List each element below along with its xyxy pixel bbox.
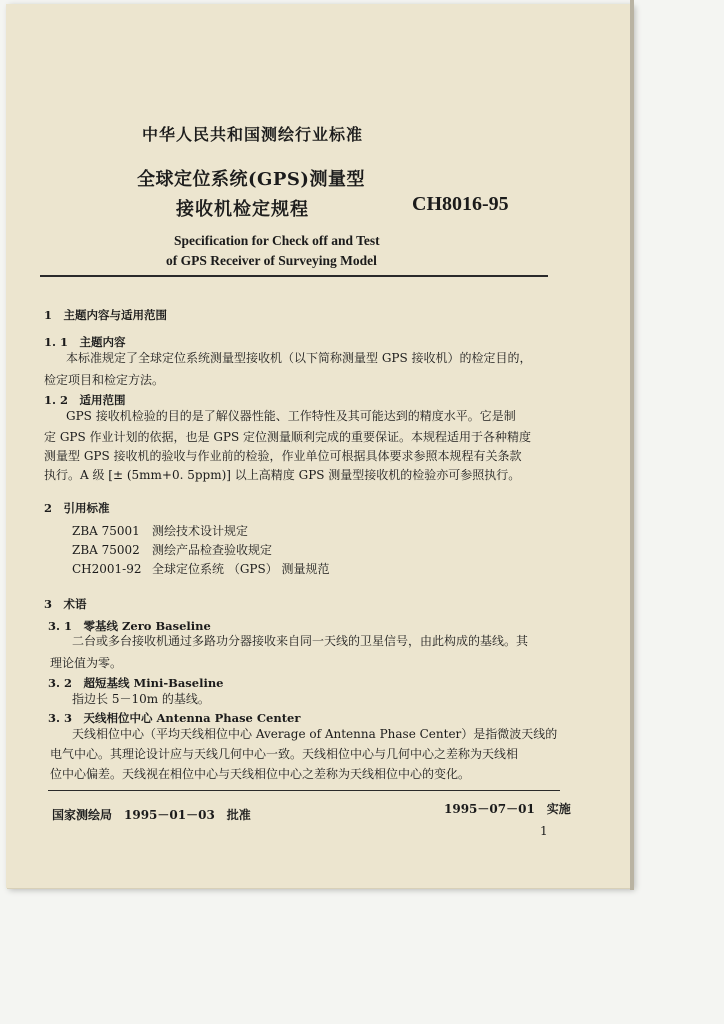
section-1-2-line-3: 测量型 GPS 接收机的验收与作业前的检验，作业单位可根据具体要求参照本规程有关条款: [44, 449, 522, 463]
section-3-1-heading: 3. 1 零基线 Zero Baseline: [48, 619, 211, 633]
footer-divider: [48, 790, 560, 791]
industry-standard-heading: 中华人民共和国测绘行业标准: [142, 125, 364, 144]
section-3-3-line-2: 电气中心。其理论设计应与天线几何中心一致。天线相位中心与几何中心之差称为天线相: [50, 747, 519, 761]
section-1-2-line-2: 定 GPS 作业计划的依据，也是 GPS 定位测量顺利完成的重要保证。本规程适用于各种精度: [44, 430, 532, 444]
approval-line: 国家测绘局 1995－01－03 批准: [52, 808, 251, 822]
title-line-1: 全球定位系统(GPS)测量型: [137, 169, 365, 190]
section-3-3-line-3: 位中心偏差。天线视在相位中心与天线相位中心之差称为天线相位中心的变化。: [50, 767, 471, 781]
page-edge: [630, 0, 634, 890]
section-3-1-line-2: 理论值为零。: [50, 656, 123, 670]
section-1-2-line-1: GPS 接收机检验的目的是了解仪器性能、工作特性及其可能达到的精度水平。它是制: [66, 409, 516, 423]
reference-name: 测绘技术设计规定: [152, 524, 249, 538]
section-2-heading: 2 引用标准: [44, 501, 110, 515]
section-1-1-line-1: 本标准规定了全球定位系统测量型接收机（以下简称测量型 GPS 接收机）的检定目的，: [66, 351, 532, 365]
page-number: 1: [540, 824, 548, 838]
reference-code: ZBA 75001: [72, 524, 140, 538]
section-1-2-heading: 1. 2 适用范围: [44, 393, 126, 407]
section-1-heading: 1 主题内容与适用范围: [44, 308, 168, 322]
english-title-line-2: of GPS Receiver of Surveying Model: [166, 253, 377, 268]
english-title-line-1: Specification for Check off and Test: [174, 233, 380, 248]
reference-name: 全球定位系统 （GPS） 测量规范: [152, 562, 330, 576]
standard-code: CH8016-95: [412, 193, 509, 215]
reference-name: 测绘产品检查验收规定: [152, 543, 273, 557]
section-3-1-line-1: 二台或多台接收机通过多路功分器接收来自同一天线的卫星信号，由此构成的基线。其: [72, 634, 529, 648]
reference-code: CH2001-92: [72, 562, 142, 576]
section-1-1-line-2: 检定项目和检定方法。: [44, 373, 165, 387]
section-3-3-heading: 3. 3 天线相位中心 Antenna Phase Center: [48, 711, 301, 725]
section-1-1-heading: 1. 1 主题内容: [44, 335, 126, 349]
section-3-3-line-1: 天线相位中心（平均天线相位中心 Average of Antenna Phase Center）是指微波天线的: [72, 727, 558, 741]
header-divider: [40, 275, 548, 277]
section-3-2-heading: 3. 2 超短基线 Mini-Baseline: [48, 676, 224, 690]
reference-code: ZBA 75002: [72, 543, 140, 557]
title-line-2: 接收机检定规程: [176, 199, 309, 220]
section-3-heading: 3 术语: [44, 597, 87, 611]
implementation-line: 1995－07－01 实施: [444, 802, 571, 816]
section-1-2-line-4: 执行。A 级 [± (5mm+0. 5ppm)] 以上高精度 GPS 测量型接收机的检验亦可参照执行。: [44, 468, 521, 482]
section-3-2-line-1: 指边长 5－10m 的基线。: [72, 692, 210, 706]
